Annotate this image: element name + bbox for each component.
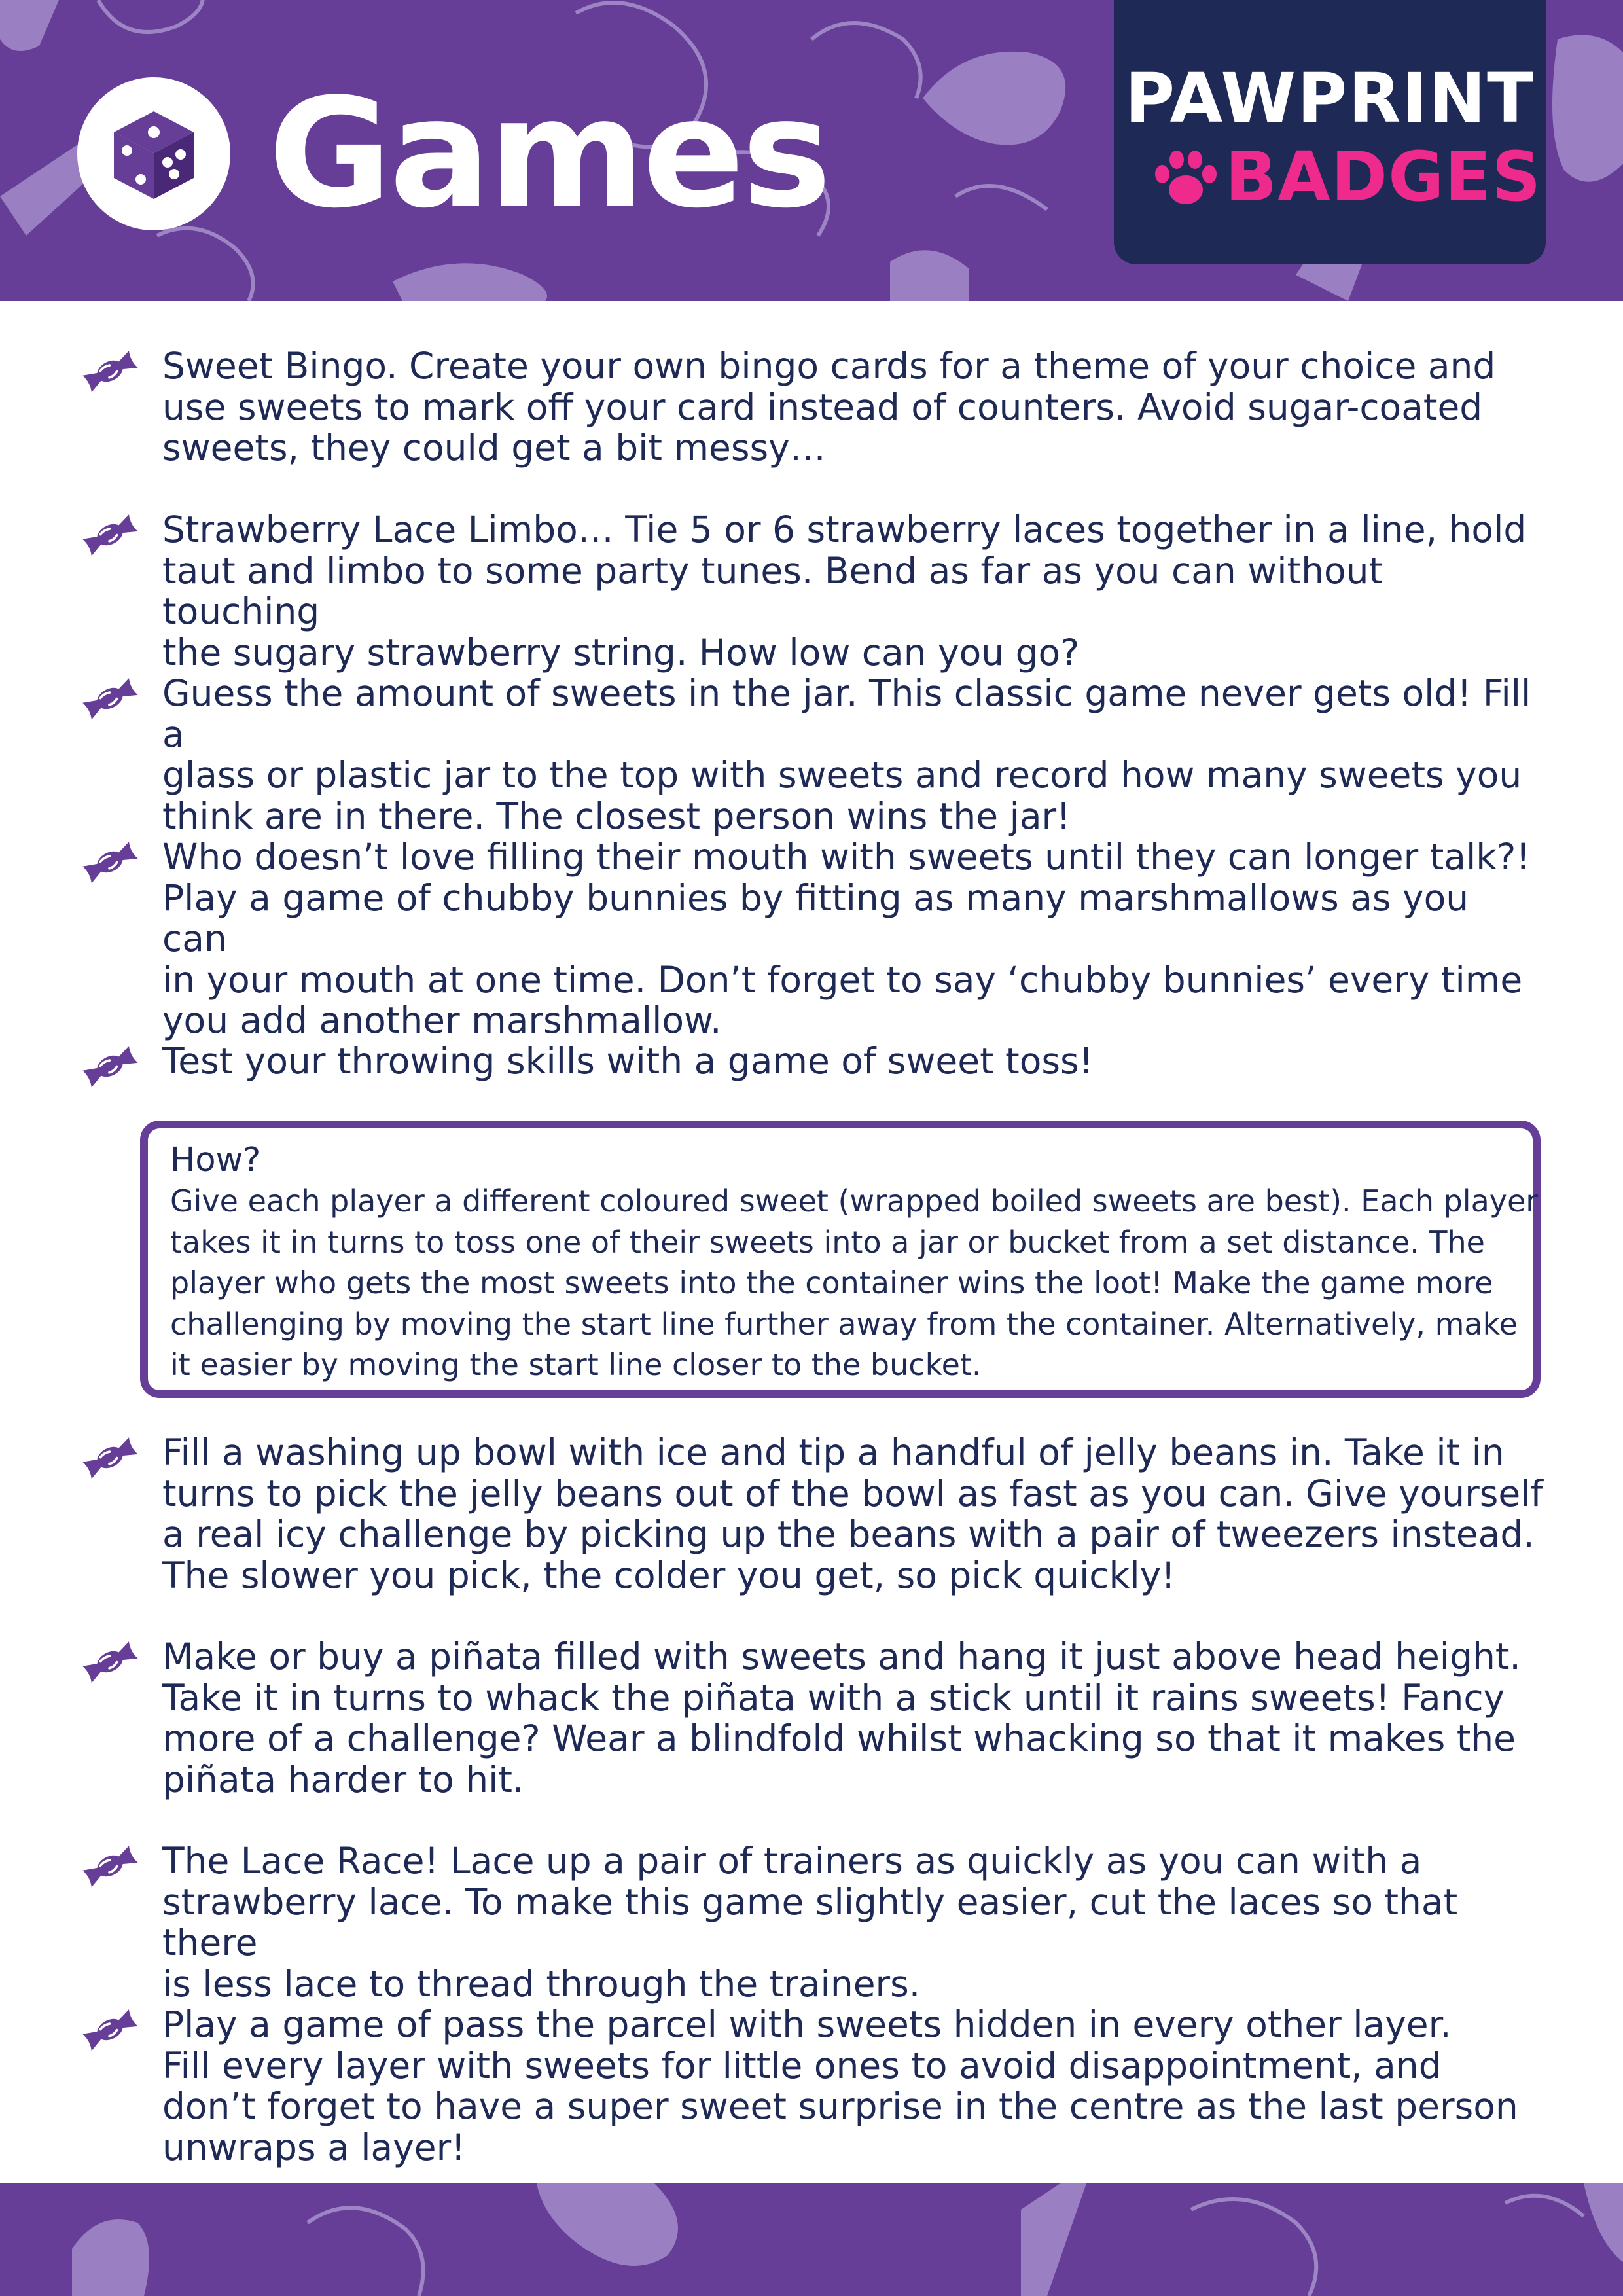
wrapped-sweet-icon <box>80 1635 140 1689</box>
page-title: Games <box>268 67 829 242</box>
wrapped-sweet-icon <box>80 835 140 889</box>
wrapped-sweet-icon <box>80 1431 140 1484</box>
how-box-body: Give each player a different coloured sweet (wrapped boiled sweets are best). Each player takes it in turns to toss one of their sweets into a jar or bucket from a set distance. The player who gets the most sweets into the container wins the loot! Make the game more challenging by moving the start line further away from the container. Alternatively, make it easier by moving the start line closer to the bucket. <box>170 1183 1539 1382</box>
wrapped-sweet-icon <box>80 672 140 725</box>
list-item-text: Strawberry Lace Limbo… Tie 5 or 6 strawberry laces together in a line, hold taut and limbo to some party tunes. Bend as far as you can without touching the sugary strawberry string. How low can you go? <box>162 509 1527 673</box>
list-item-text: Who doesn’t love filling their mouth with sweets until they can longer talk?! Play a game of chubby bunnies by fitting as many marshmallows as you can in your mouth at one time. Don’t forget to say ‘chubby bunnies’ every time you add another marshmallow. <box>162 836 1531 1041</box>
wrapped-sweet-icon <box>80 1839 140 1893</box>
pawprint-badges-logo <box>1114 0 1546 264</box>
list-item-text: Make or buy a piñata filled with sweets and hang it just above head height. Take it in turns to whack the piñata with a stick until it rains sweets! Fancy more of a challenge? Wear a blindfold whilst whacking so that it makes the piñata harder to hit. <box>162 1636 1521 1801</box>
list-item-text: Sweet Bingo. Create your own bingo cards for a theme of your choice and use sweets to mark off your card instead of counters. Avoid sugar-coated sweets, they could get a bit messy… <box>162 345 1496 469</box>
list-item-text: Test your throwing skills with a game of sweet toss! <box>162 1040 1094 1082</box>
logo-badges-row <box>1114 137 1546 216</box>
how-to-play-box <box>140 1121 1541 1398</box>
sweets-pattern-decoration <box>0 2183 1623 2296</box>
logo-text-badges: BADGES <box>1225 137 1542 217</box>
list-item-text: Fill a washing up bowl with ice and tip a handful of jelly beans in. Take it in turns to pick the jelly beans out of the bowl as fast as you can. Give yourself a real icy challenge by picking up the beans with a pair of tweezers instead. The slower you pick, the colder you get, so pick quickly! <box>162 1431 1543 1596</box>
wrapped-sweet-icon <box>80 344 140 398</box>
paw-icon <box>1153 149 1219 208</box>
dice-badge <box>77 77 230 230</box>
list-item-text: Guess the amount of sweets in the jar. This classic game never gets old! Fill a glass or plastic jar to the top with sweets and record how many sweets you think are in there. The closest person wins the jar! <box>162 672 1531 837</box>
list-item-text: The Lace Race! Lace up a pair of trainers as quickly as you can with a strawberry lace. To make this game slightly easier, cut the laces so that there is less lace to thread through the trainers. <box>162 1840 1458 2005</box>
dice-icon <box>77 77 230 230</box>
wrapped-sweet-icon <box>80 508 140 562</box>
wrapped-sweet-icon <box>80 1039 140 1093</box>
how-box-title: How? <box>170 1141 261 1179</box>
list-item-text: Play a game of pass the parcel with sweets hidden in every other layer. Fill every layer with sweets for little ones to avoid disappointment, and don’t forget to have a super sweet surprise in the centre as the last person unwraps a layer! <box>162 2003 1518 2168</box>
header-banner <box>0 0 1623 301</box>
wrapped-sweet-icon <box>80 2003 140 2056</box>
logo-text-pawprint: PAWPRINT <box>1124 58 1535 138</box>
footer-banner <box>0 2183 1623 2296</box>
